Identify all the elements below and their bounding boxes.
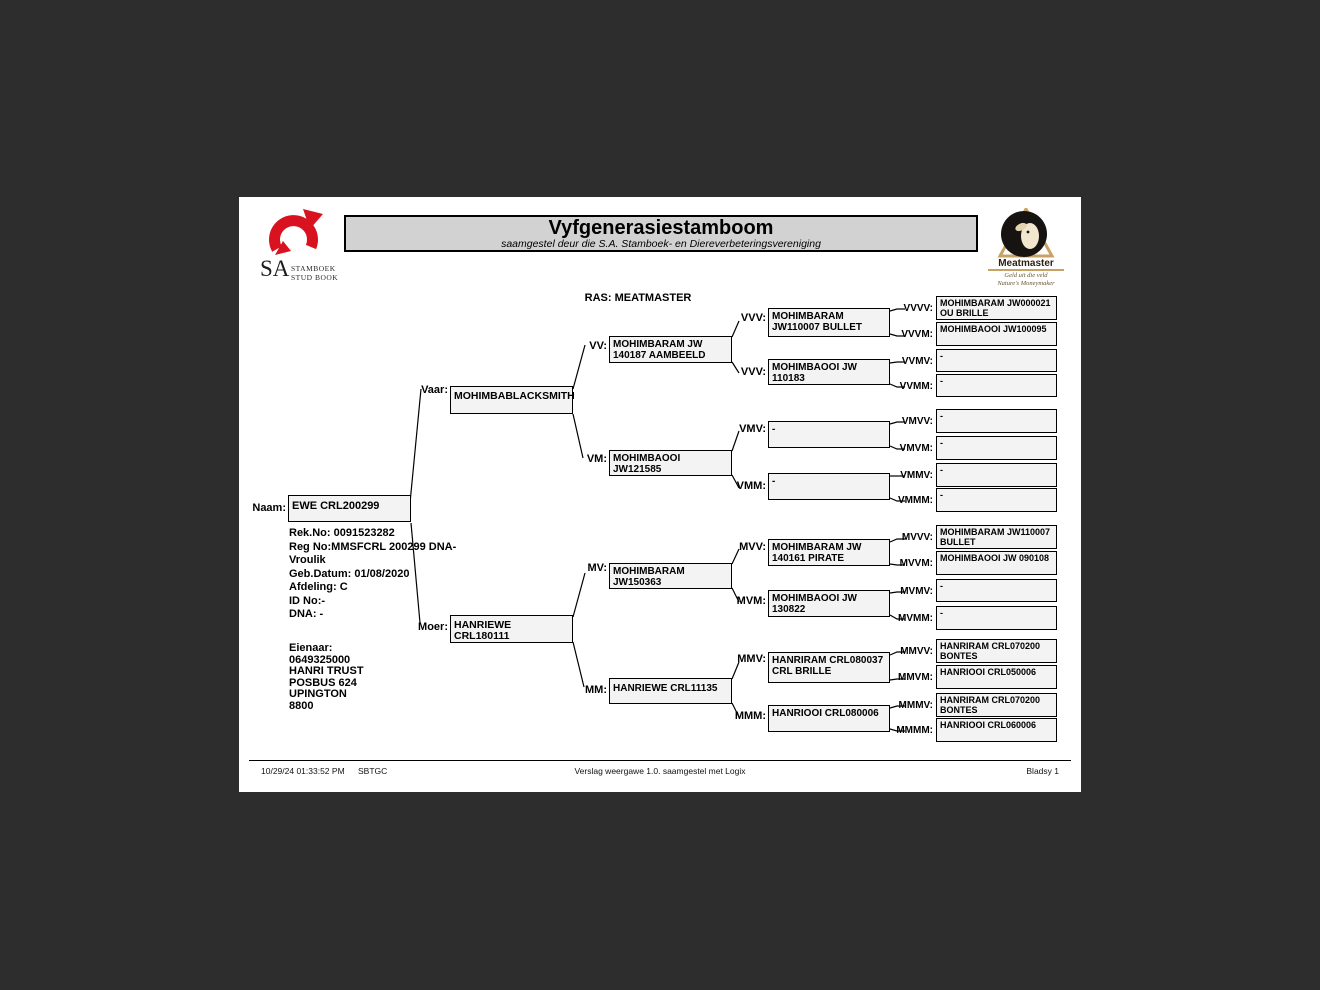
meatmaster-tagline-1: Geld uit die veld [1004, 272, 1048, 279]
node-box-naam [288, 495, 411, 522]
node-name-vmv: - [772, 424, 776, 435]
node-box-moer [450, 615, 573, 643]
node-label-vvmm: VVMM: [899, 381, 933, 392]
node-name-vvvv: MOHIMBARAM JW000021 OU BRILLE [940, 298, 1051, 318]
node-name-vv: MOHIMBARAM JW 140187 AAMBEELD [613, 339, 706, 361]
detail-line: Afdeling: C [289, 581, 348, 593]
node-name-mvvm: MOHIMBAOOI JW 090108 [940, 553, 1050, 563]
node-name-vmm: - [772, 476, 776, 487]
sa-logo-line2: STUD BOOK [291, 272, 339, 282]
node-label-mvmv: MVMV: [900, 586, 933, 597]
node-label-vvmv: VVMV: [901, 356, 933, 367]
node-box-vaar [450, 386, 573, 414]
footer-datetime: 10/29/24 01:33:52 PM [261, 766, 345, 776]
node-name-mmmm: HANRIOOI CRL060006 [940, 720, 1037, 730]
node-name-naam: EWE CRL200299 [292, 500, 380, 512]
node-box-mmmm [936, 718, 1057, 742]
node-box-mmmv [936, 693, 1057, 717]
node-name-vm: MOHIMBAOOI JW121585 [613, 453, 681, 475]
footer-report-version: Verslag weergawe 1.0. saamgestel met Logix [574, 766, 746, 776]
node-name-vvmm: - [940, 376, 943, 386]
node-box-vmv [768, 421, 890, 448]
node-name-vvv-top: MOHIMBARAM JW110007 BULLET [772, 311, 863, 333]
node-box-mv [609, 563, 732, 589]
node-name-vaar: MOHIMBABLACKSMITH [454, 390, 575, 402]
detail-line: Geb.Datum: 01/08/2020 [289, 567, 410, 580]
node-box-vvvm [936, 322, 1057, 346]
node-box-mmvm [936, 665, 1057, 689]
node-name-vmvm: - [940, 438, 943, 448]
owner-line: 8800 [289, 699, 314, 712]
pedigree-report-page [239, 197, 1081, 792]
node-name-vvvm: MOHIMBAOOI JW100095 [940, 324, 1047, 334]
node-label-vmvm: VMVM: [899, 443, 933, 454]
node-name-mvmv: - [940, 581, 943, 591]
node-label-mm: MM: [585, 684, 607, 696]
node-box-mmv [768, 652, 890, 683]
node-name-mmm: HANRIOOI CRL080006 [772, 708, 879, 719]
node-box-mvmm [936, 606, 1057, 630]
node-label-vvvv: VVVV: [903, 303, 933, 314]
node-box-mvmv [936, 579, 1057, 602]
node-name-vvmv: - [940, 351, 943, 361]
node-name-vmmm: - [940, 490, 943, 500]
node-name-mvv: MOHIMBARAM JW 140161 PIRATE [772, 542, 862, 564]
meatmaster-logo-tagline [988, 272, 1064, 287]
node-label-vaar: Vaar: [421, 384, 448, 396]
node-label-vmv: VMV: [739, 423, 766, 435]
node-box-vv [609, 336, 732, 363]
node-box-mm [609, 678, 732, 704]
sa-logo-subtext [291, 265, 338, 282]
meatmaster-icon [988, 208, 1064, 258]
node-box-vm [609, 450, 732, 476]
node-box-vmvm [936, 436, 1057, 460]
footer-divider [249, 760, 1071, 761]
animal-details [289, 527, 479, 622]
detail-line: DNA: - [289, 608, 324, 620]
node-box-vmvv [936, 409, 1057, 433]
meatmaster-logo [988, 208, 1064, 292]
node-name-vmvv: - [940, 411, 943, 421]
node-label-vmm: VMM: [736, 480, 766, 492]
node-name-mmvm: HANRIOOI CRL050006 [940, 667, 1037, 677]
node-name-mvmm: - [940, 608, 943, 618]
node-label-vvv-top: VVV: [740, 312, 766, 324]
sa-studbook-logo [257, 207, 347, 287]
node-label-mvv: MVV: [739, 541, 766, 553]
node-label-mmvv: MMVV: [900, 646, 933, 657]
node-box-vmmv [936, 463, 1057, 487]
node-label-mmmm: MMMM: [896, 725, 933, 736]
owner-line: UPINGTON [289, 688, 347, 700]
node-label-vvv-bottom: VVV: [740, 366, 766, 378]
breed-label: RAS: MEATMASTER [584, 292, 692, 304]
node-name-vvv-bottom: MOHIMBAOOI JW 110183 [772, 362, 857, 384]
node-label-mmm: MMM: [734, 710, 766, 722]
node-name-mmv: HANRIRAM CRL080037 CRL BRILLE [772, 655, 884, 677]
node-box-vvmv [936, 349, 1057, 372]
node-label-mvmm: MVMM: [898, 613, 933, 624]
node-name-mv: MOHIMBARAM JW150363 [613, 566, 685, 588]
node-name-mvvv: MOHIMBARAM JW110007 BULLET [940, 527, 1051, 547]
node-label-vm: VM: [586, 453, 607, 465]
owner-details [289, 643, 479, 712]
node-name-mmmv: HANRIRAM CRL070200 BONTES [940, 695, 1041, 715]
node-box-vvmm [936, 374, 1057, 397]
node-name-mm: HANRIEWE CRL11135 [613, 683, 718, 694]
detail-line: Rek.No: 0091523282 [289, 527, 395, 539]
footer-code: SBTGC [358, 766, 388, 776]
node-label-vmmv: VMMV: [900, 470, 933, 481]
owner-line: Eienaar: [289, 642, 333, 654]
node-box-mvvv [936, 525, 1057, 549]
sa-studbook-icon [257, 207, 331, 257]
node-name-moer: HANRIEWE CRL180111 [454, 619, 512, 642]
report-title-bar [344, 215, 978, 252]
node-label-mmmv: MMMV: [898, 700, 933, 711]
detail-line: ID No:- [289, 594, 326, 607]
report-subtitle: saamgestel deur die S.A. Stamboek- en Diereverbeteringsvereniging [501, 238, 821, 250]
node-label-mv: MV: [587, 562, 607, 574]
meatmaster-logo-name: Meatmaster [988, 258, 1064, 271]
node-label-mmv: MMV: [737, 653, 766, 665]
node-name-mmvv: HANRIRAM CRL070200 BONTES [940, 641, 1041, 661]
node-box-mvvm [936, 551, 1057, 575]
node-name-mvm: MOHIMBAOOI JW 130822 [772, 593, 857, 615]
sa-logo-text: SA [260, 256, 290, 281]
node-label-mvvv: MVVV: [901, 532, 933, 543]
owner-line: HANRI TRUST [289, 665, 364, 677]
node-box-vmmm [936, 488, 1057, 512]
node-label-vv: VV: [589, 340, 607, 352]
meatmaster-tagline-2: Nature's Moneymaker [997, 279, 1055, 287]
node-box-vmm [768, 473, 890, 500]
node-box-vvv-bottom [768, 359, 890, 385]
node-label-vvvm: VVVM: [901, 329, 933, 340]
node-box-mvm [768, 590, 890, 617]
node-box-mmvv [936, 639, 1057, 663]
node-box-vvvv [936, 296, 1057, 320]
node-box-mvv [768, 539, 890, 566]
node-box-mmm [768, 705, 890, 732]
detail-line: Vroulik [289, 554, 326, 566]
node-name-vmmv: - [940, 465, 943, 475]
node-label-moer: Moer: [418, 621, 448, 633]
node-label-mvvm: MVVM: [899, 558, 933, 569]
sa-logo-line1: STAMBOEK [291, 264, 336, 273]
node-label-vmmm: VMMM: [898, 495, 933, 506]
owner-line: 0649325000 [289, 653, 351, 666]
footer-page-number: Bladsy 1 [1026, 766, 1059, 776]
node-label-vmvv: VMVV: [901, 416, 933, 427]
detail-line: Reg No:MMSFCRL 200299 DNA- [289, 540, 457, 553]
node-label-naam: Naam: [252, 502, 286, 514]
owner-line: POSBUS 624 [289, 676, 357, 689]
node-label-mmvm: MMVM: [898, 672, 933, 683]
node-label-mvm: MVM: [736, 595, 766, 607]
node-box-vvv-top [768, 308, 890, 337]
report-title: Vyfgenerasiestamboom [548, 217, 774, 239]
